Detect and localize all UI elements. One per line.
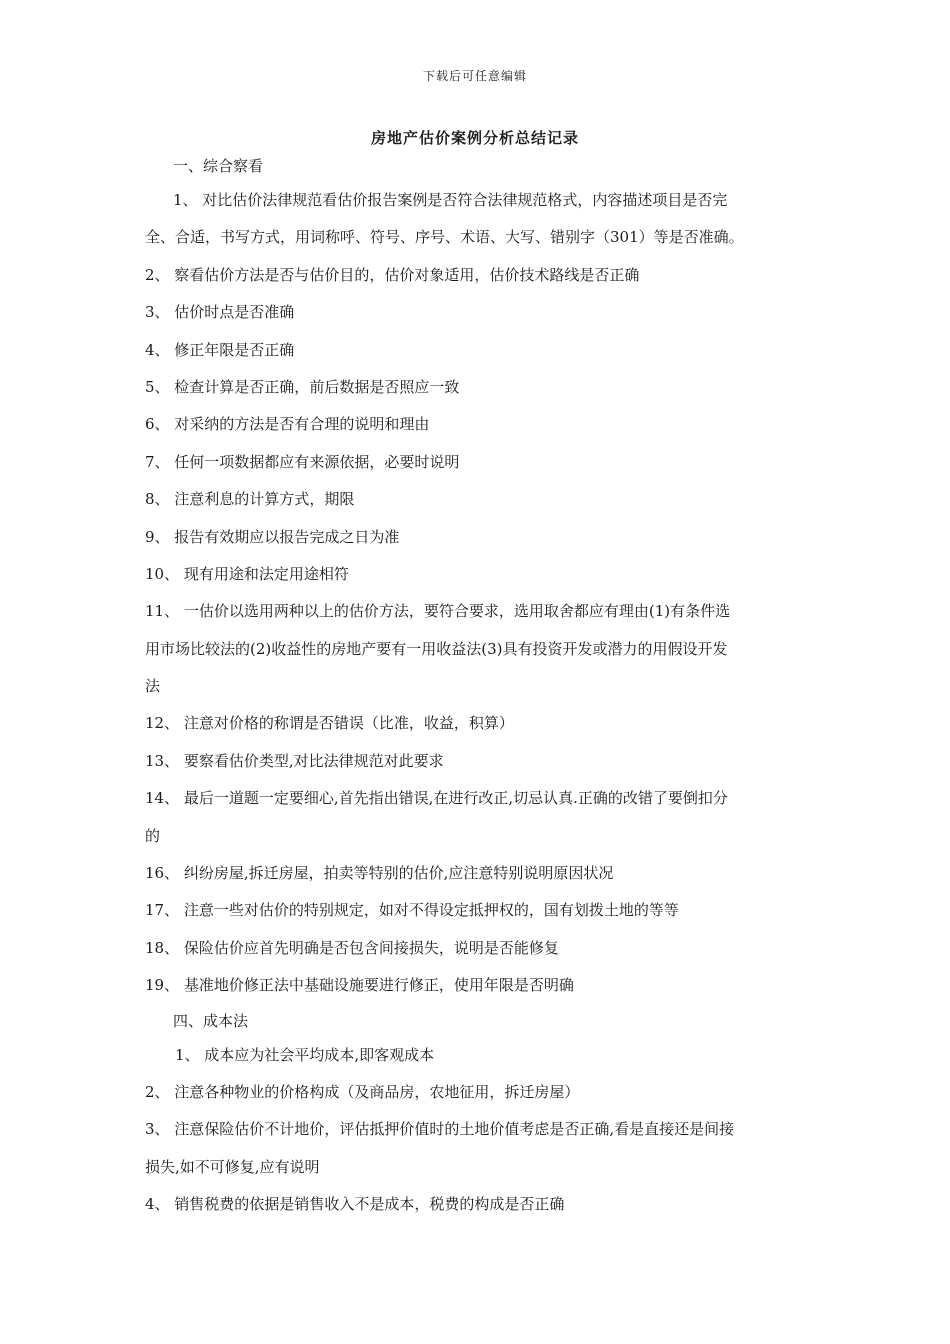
- paragraph-line: 7、 任何一项数据都应有来源依据，必要时说明: [145, 452, 460, 471]
- paragraph-line: 13、 要察看估价类型,对比法律规范对此要求: [145, 751, 444, 770]
- paragraph-line: 10、 现有用途和法定用途相符: [145, 564, 349, 583]
- paragraph-line: 11、 一估价以选用两种以上的估价方法，要符合要求，选用取舍都应有理由(1)有条件选: [145, 602, 731, 621]
- paragraph-line: 18、 保险估价应首先明确是否包含间接损失，说明是否能修复: [145, 938, 559, 957]
- paragraph-line: 1、 成本应为社会平均成本,即客观成本: [175, 1045, 435, 1064]
- paragraph-line: 4、 销售税费的依据是销售收入不是成本，税费的构成是否正确: [145, 1195, 565, 1214]
- paragraph-line: 3、 估价时点是否准确: [145, 303, 295, 322]
- paragraph-line: 12、 注意对价格的称谓是否错误（比准，收益，积算）: [145, 714, 514, 733]
- paragraph-line: 9、 报告有效期应以报告完成之日为准: [145, 527, 400, 546]
- paragraph-line: 17、 注意一些对估价的特别规定，如对不得设定抵押权的，国有划拨土地的等等: [145, 901, 679, 920]
- paragraph-line: 全、合适，书写方式，用词称呼、符号、序号、术语、大写、错别字（301）等是否准确。: [145, 228, 744, 247]
- paragraph-line: 损失,如不可修复,应有说明: [145, 1157, 320, 1176]
- paragraph-line: 1、 对比估价法律规范看估价报告案例是否符合法律规范格式，内容描述项目是否完: [173, 191, 728, 209]
- paragraph-line: 的: [145, 826, 161, 845]
- paragraph-line: 3、 注意保险估价不计地价，评估抵押价值时的土地价值考虑是否正确,看是直接还是间接: [145, 1120, 735, 1139]
- header-note: 下载后可任意编辑: [422, 69, 527, 83]
- paragraph-line: 16、 纠纷房屋,拆迁房屋，拍卖等特别的估价,应注意特别说明原因状况: [145, 864, 614, 883]
- section-heading-overview: 一、综合察看: [173, 157, 264, 175]
- paragraph-line: 4、 修正年限是否正确: [145, 340, 295, 359]
- paragraph-line: 6、 对采纳的方法是否有合理的说明和理由: [145, 415, 430, 434]
- document-title: 房地产估价案例分析总结记录: [370, 129, 579, 147]
- paragraph-line: 19、 基准地价修正法中基础设施要进行修正，使用年限是否明确: [145, 976, 574, 995]
- paragraph-line: 法: [145, 677, 161, 696]
- paragraph-line: 14、 最后一道题一定要细心,首先指出错误,在进行改正,切忌认真.正确的改错了要倒扣分: [145, 789, 728, 808]
- paragraph-line: 用市场比较法的(2)收益性的房地产要有一用收益法(3)具有投资开发或潜力的用假设开发: [145, 639, 728, 658]
- paragraph-line: 8、 注意利息的计算方式，期限: [145, 490, 355, 509]
- paragraph-line: 2、 注意各种物业的价格构成（及商品房，农地征用，拆迁房屋）: [145, 1082, 580, 1101]
- document-body: [145, 150, 810, 1224]
- paragraph-line: 2、 察看估价方法是否与估价目的，估价对象适用，估价技术路线是否正确: [145, 265, 640, 284]
- paragraph-line: 5、 检查计算是否正确，前后数据是否照应一致: [145, 377, 460, 396]
- section-heading-cost-method: 四、成本法: [173, 1011, 249, 1030]
